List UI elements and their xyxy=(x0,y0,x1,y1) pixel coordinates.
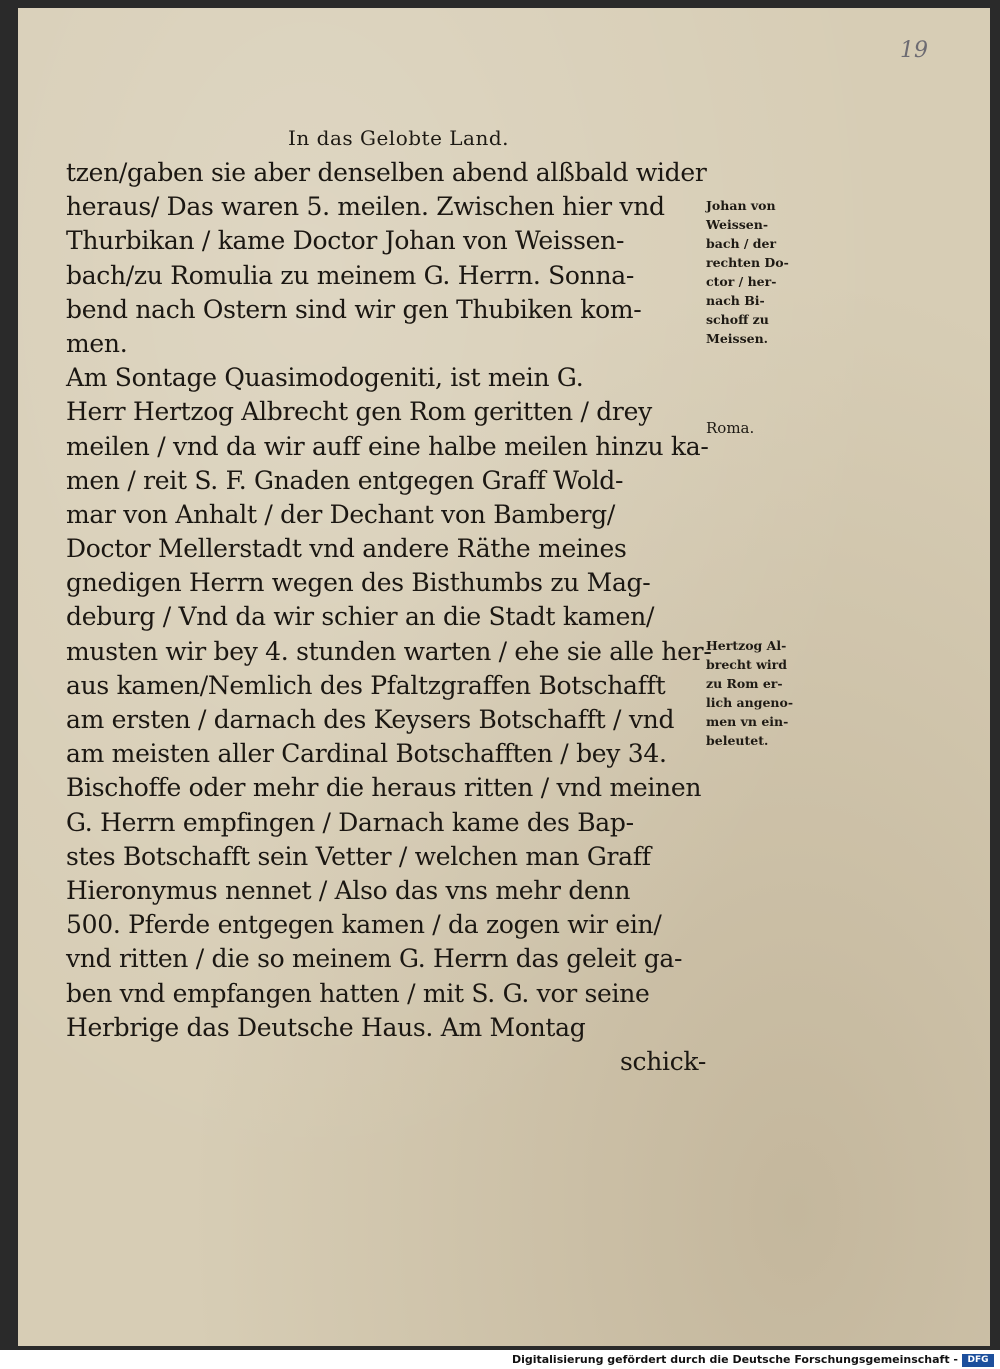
footer-bar xyxy=(0,1352,1000,1369)
marginal-line: nach Bi- xyxy=(706,293,765,308)
marginal-line: brecht wird xyxy=(706,657,787,672)
marginal-line: rechten Do- xyxy=(706,255,789,270)
marginal-line: men vn ein- xyxy=(706,714,789,729)
text-line: Am Sontage Quasimodogeniti, ist mein G. xyxy=(66,363,584,393)
text-line: men / reit S. F. Gnaden entgegen Graff Wold- xyxy=(66,465,624,495)
text-line: aus kamen/Nemlich des Pfaltzgraffen Botschafft xyxy=(66,670,666,700)
text-line: mar von Anhalt / der Dechant von Bamberg/ xyxy=(66,499,615,529)
marginal-note-albrecht xyxy=(706,636,793,750)
text-line: bend nach Ostern sind wir gen Thubiken kom- xyxy=(66,294,642,324)
text-line: vnd ritten / die so meinem G. Herrn das geleit ga- xyxy=(66,944,683,974)
text-line: gnedigen Herrn wegen des Bisthumbs zu Mag- xyxy=(66,568,651,598)
text-line: Herr Hertzog Albrecht gen Rom geritten / drey xyxy=(66,397,652,427)
text-line: stes Botschafft sein Vetter / welchen man Graff xyxy=(66,841,651,871)
text-line: Thurbikan / kame Doctor Johan von Weissen- xyxy=(66,226,625,256)
text-line: Bischoffe oder mehr die heraus ritten / vnd meinen xyxy=(66,773,702,803)
marginal-line: Roma. xyxy=(706,419,755,437)
catchword: schick- xyxy=(620,1046,706,1076)
marginal-line: Johan von xyxy=(706,198,776,213)
marginal-note-roma xyxy=(706,419,754,438)
running-header: In das Gelobte Land. xyxy=(288,126,510,150)
folio-number: 19 xyxy=(900,38,928,63)
marginal-line: Meissen. xyxy=(706,331,769,346)
marginal-line: Weissen- xyxy=(706,217,769,232)
text-line: Hieronymus nennet / Also das vns mehr denn xyxy=(66,875,631,905)
text-line: Herbrige das Deutsche Haus. Am Montag xyxy=(66,1012,586,1042)
text-line: am ersten / darnach des Keysers Botschafft / vnd xyxy=(66,705,675,734)
marginal-line: beleutet. xyxy=(706,733,769,748)
text-line: heraus/ Das waren 5. meilen. Zwischen hier vnd xyxy=(66,192,665,222)
text-line: men. xyxy=(66,328,128,358)
marginal-line: ctor / her- xyxy=(706,274,777,289)
main-text-block xyxy=(66,156,712,1079)
text-line: musten wir bey 4. stunden warten / ehe sie alle her- xyxy=(66,636,712,666)
text-line: Doctor Mellerstadt vnd andere Räthe meines xyxy=(66,534,627,564)
text-line: bach/zu Romulia zu meinem G. Herrn. Sonna- xyxy=(66,260,635,290)
text-line: meilen / vnd da wir auff eine halbe meilen hinzu ka- xyxy=(66,431,709,461)
marginal-line: zu Rom er- xyxy=(706,676,783,691)
marginal-line: schoff zu xyxy=(706,312,769,327)
text-line: 500. Pferde entgegen kamen / da zogen wir ein/ xyxy=(66,910,662,940)
text-line: deburg / Vnd da wir schier an die Stadt kamen/ xyxy=(66,602,655,632)
text-line: ben vnd empfangen hatten / mit S. G. vor seine xyxy=(66,978,650,1008)
text-line: G. Herrn empfingen / Darnach kame des Bap- xyxy=(66,807,634,837)
text-line: am meisten aller Cardinal Botschafften / bey 34. xyxy=(66,739,667,769)
marginal-line: lich angeno- xyxy=(706,695,794,710)
funding-credit: Digitalisierung gefördert durch die Deutsche Forschungsgemeinschaft - xyxy=(511,1353,958,1366)
book-page xyxy=(18,8,990,1346)
marginal-line: Hertzog Al- xyxy=(706,638,787,653)
marginal-line: bach / der xyxy=(706,236,777,251)
text-line: tzen/gaben sie aber denselben abend alßbald wider xyxy=(66,158,707,187)
marginal-note-weissenbach xyxy=(706,196,789,348)
dfg-logo: DFG xyxy=(962,1354,994,1367)
